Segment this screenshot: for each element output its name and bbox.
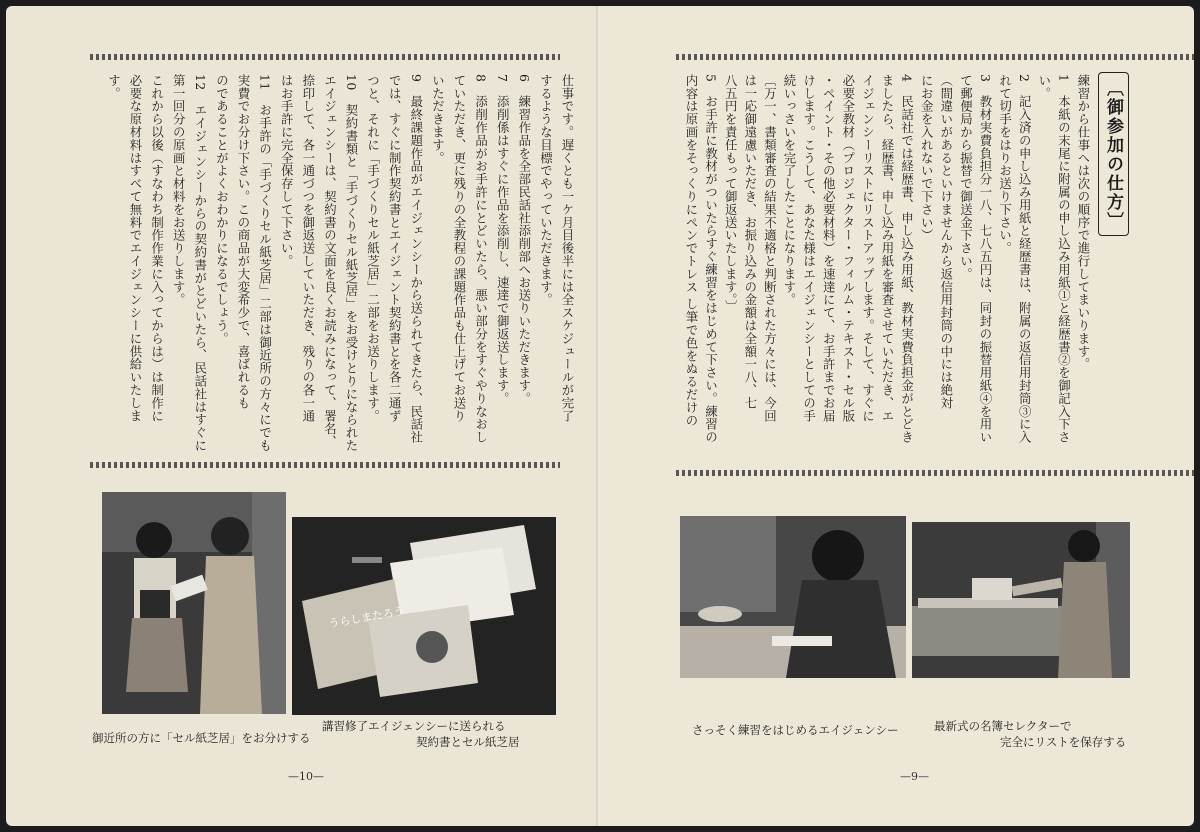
photo-practice-caption: さっそく練習をはじめるエイジェンシー: [692, 723, 899, 737]
right-text-line: 1 本紙の末尾に附属の申し込み用紙①と経歴書②を御記入下さ: [1056, 74, 1072, 444]
left-text-line: 10 契約書類と「手づくりセル紙芝居」をお受けとりになられた: [344, 74, 359, 452]
right-page: [600, 6, 1194, 826]
page-number-right: —9—: [900, 770, 929, 783]
left-text-line: いただきます。: [430, 74, 446, 165]
right-text-line: て郵便局から振替で御送金下さい。: [958, 74, 974, 281]
right-text-line: 5 お手許に教材がついたらすぐ練習をはじめて下さい。練習の: [703, 74, 719, 444]
kamishibai-cover-title: うらしまたろう: [327, 604, 406, 631]
right-text-line: い。: [1036, 74, 1052, 100]
photo-selector-caption-line1: 最新式の名簿セレクターで: [934, 719, 1072, 733]
right-text-line: 必要全教材（プロジェクター・フィルム・テキスト・セル版: [840, 74, 856, 423]
right-text-line: 4 民話社では経歴書、申し込み用紙、教材実費負担金がとどき: [899, 74, 915, 444]
right-text-line: （間違いがあるといけませんから返信用封筒の中には絶対: [938, 74, 954, 410]
photo-contracts-caption-line2: 契約書とセル紙芝居: [416, 735, 520, 749]
left-text-line: はお手許に完全保存して下さい。: [279, 74, 295, 268]
right-text-line: 続いっさいを完了したことになります。: [782, 74, 797, 307]
section-title: 〔御参加の仕方〕: [1098, 72, 1129, 236]
right-text-line: 2 記入済の申し込み用紙と経歴書は、附属の返信用封筒③に入: [1017, 74, 1033, 444]
photo-contracts-caption-line1: 講習修了エイジェンシーに送られる: [322, 719, 506, 733]
left-text-line: 12 エイジェンシーからの契約書がとどいたら、民話社はすぐに: [192, 74, 208, 452]
right-text-line: 練習から仕事へは次の順序で進行してまいります。: [1076, 74, 1091, 371]
left-text-line: 仕事です。遅くとも一ケ月目後半には全スケジュールが完了: [560, 74, 575, 423]
photo-practice-image: [680, 516, 906, 678]
right-text-line: にお金を入れないで下さい）: [919, 74, 935, 242]
left-text-line: のであることがよくおわかりになるでしょう。: [214, 74, 230, 345]
right-text-line: は一応御遠慮いただき、お振り込みの金額は全額一八、七: [742, 74, 758, 410]
right-text-line: 八五円を責任もって御返送いたします。〕: [723, 74, 739, 313]
left-page: [6, 6, 600, 826]
left-text-line: エイジェンシーは、契約書の文面を良くお読みになって、署名、: [322, 74, 338, 449]
right-text-line: イジェンシーリストにリストアップします。そして、すぐに: [860, 74, 876, 423]
left-text-line: つと、それに「手づくりセル紙芝居」二部をお送りします。: [365, 74, 381, 423]
right-text-line: 内容は原画をそっくりにペンでトレス し筆で色をぬるだけの: [684, 74, 699, 427]
left-text-line: 11 お手許の「手づくりセル紙芝居」二部は御近所の方々にでも: [257, 74, 273, 452]
bottom-divider: [676, 470, 1194, 476]
photo-selector-image: [912, 522, 1130, 678]
left-text-line: 9 最終課題作品がエイジェンシーから送られてきたら、民話社: [408, 74, 424, 444]
left-text-line: するような目標でやっていただきます。: [538, 74, 554, 307]
page-number-left: —10—: [288, 770, 324, 783]
left-text-line: では、すぐに制作契約書とエイジェント契約書とを各二通ず: [387, 74, 403, 423]
right-text-line: ・ペイント・その他必要材料）を速達にて、お手許までお届: [821, 74, 837, 423]
left-text-line: 捺印して、各一通づつを御返送していただき、残りの各一通: [300, 74, 316, 423]
photo-selector: [912, 522, 1130, 678]
right-text-line: 〔万一、書類審査の結果不適格と判断された方々には、今回: [762, 74, 778, 423]
photo-contracts: [292, 517, 556, 715]
photo-women-caption: 御近所の方に「セル紙芝居」をお分けする: [92, 731, 311, 745]
left-text-line: 実費でお分け下さい。この商品が大変希少で、喜ばれるも: [236, 74, 251, 410]
left-text-line: 第一回分の原画と材料をお送りします。: [171, 74, 187, 307]
left-text-line: 必要な原材料はすべて無料でエイジェンシーに供給いたしま: [128, 74, 143, 423]
left-text-line: 6 練習作品を全部民話社添削部へお送りいただきます。: [516, 74, 532, 405]
left-text-line: ていただき、更に残りの全教程の課題作品も仕上げてお送り: [452, 74, 467, 423]
left-text-line: 8 添削作品がお手許にとどいたら、悪い部分をすぐやりなおし: [473, 74, 489, 444]
photo-women-sharing: [102, 492, 286, 714]
left-text-line: 7 添削係はすぐに作品を添削し、速達で御返送します。: [495, 74, 511, 405]
photo-women-sharing-image: [102, 492, 286, 714]
top-divider: [676, 54, 1194, 60]
top-divider: [90, 54, 560, 60]
photo-selector-caption-line2: 完全にリストを保存する: [1000, 735, 1127, 749]
right-text-line: ましたら、経歴書、申し込み用紙を審査させていただき、エ: [880, 74, 895, 423]
right-text-line: けします。こうして、あなた様はエイジェンシーとしての手: [801, 74, 817, 423]
right-text-line: れて切手をはりお送り下さい。: [997, 74, 1013, 255]
left-text-line: これから以後（すなわち制作作業に入ってからは）は制作に: [149, 74, 165, 423]
left-text-line: す。: [106, 74, 122, 100]
bottom-divider: [90, 462, 560, 468]
right-text-line: 3 教材実費負担分一八、七八五円は、同封の振替用紙④を用い: [978, 74, 993, 444]
photo-practice: [680, 516, 906, 678]
